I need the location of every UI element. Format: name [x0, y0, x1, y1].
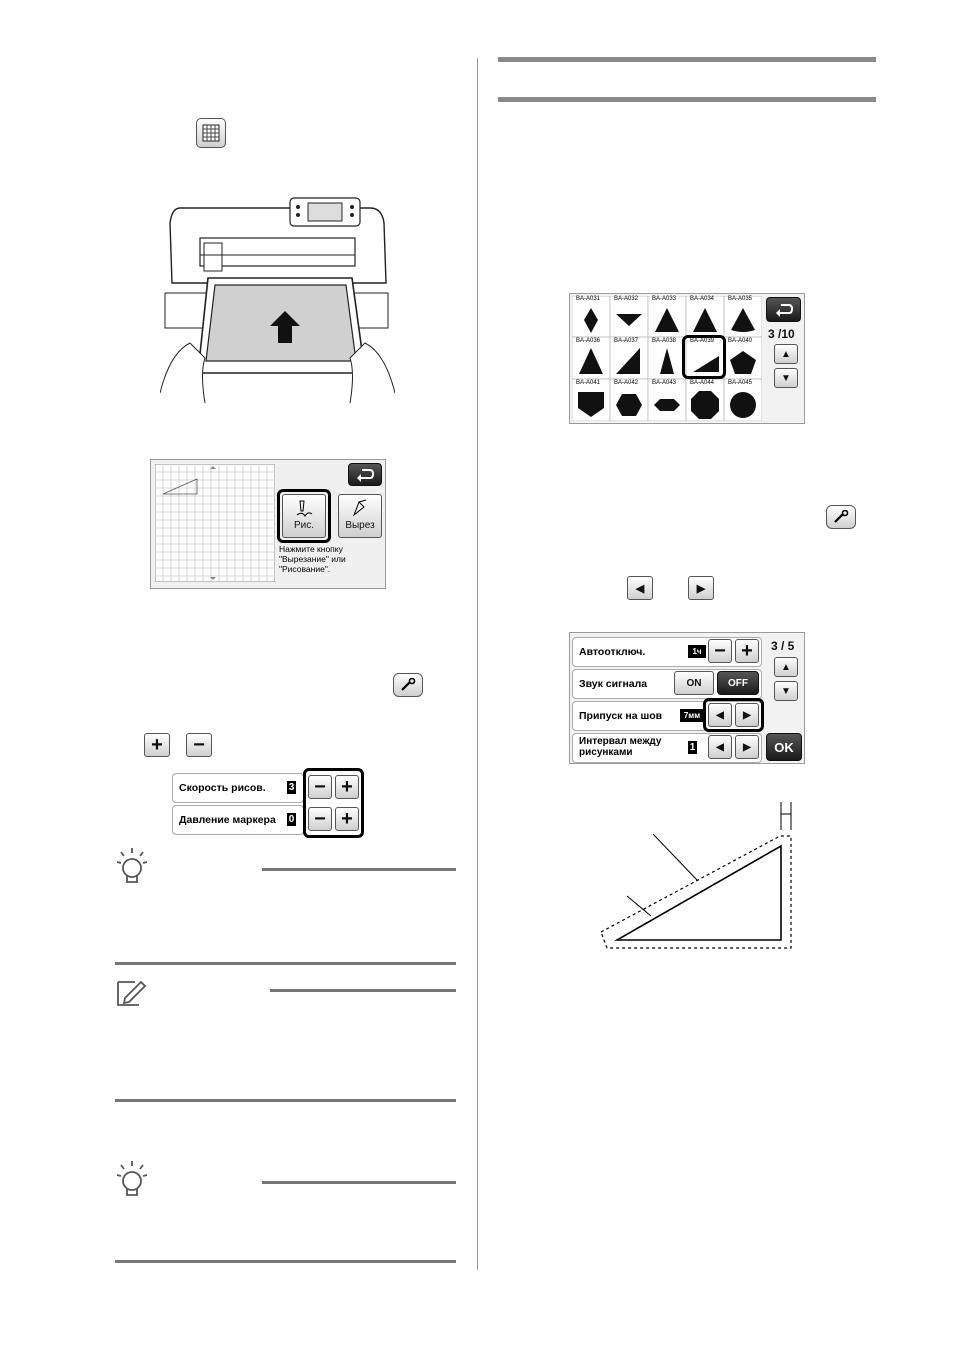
pattern-label-11: BA-A041: [576, 380, 601, 386]
pattern-back-button[interactable]: [766, 297, 801, 322]
pressure-label: Давление маркера: [179, 814, 276, 826]
pattern-label-10: BA-A040: [728, 338, 753, 344]
seam-value: 7мм: [680, 709, 704, 722]
note-bulb-icon: [115, 847, 149, 887]
interval-label-line1: Интервал между: [579, 736, 662, 747]
note-rule-1: [262, 868, 456, 871]
cut-button[interactable]: [338, 494, 382, 538]
pattern-label-5: BA-A035: [728, 296, 753, 302]
column-divider: [477, 58, 478, 1270]
settings-scroll-down-button[interactable]: ▼: [774, 681, 798, 701]
pressure-minus-button[interactable]: −: [308, 807, 332, 831]
pattern-page-indicator: 3 /10: [768, 327, 795, 341]
pattern-label-8: BA-A038: [652, 338, 677, 344]
seam-label: Припуск на шов: [579, 710, 663, 722]
auto-off-plus-button[interactable]: +: [735, 639, 759, 663]
left-arrow-key-icon: ◀: [627, 576, 653, 600]
memo-rule: [270, 989, 456, 992]
pattern-grid: [572, 296, 762, 421]
pressure-value: 0: [288, 814, 295, 825]
section-rule-bottom: [498, 97, 876, 102]
auto-off-value: 1ч: [688, 645, 706, 658]
interval-value: 1: [689, 742, 696, 753]
seam-allowance-diagram: [595, 800, 805, 955]
auto-off-label: Автоотключ.: [579, 646, 646, 658]
memo-end-rule: [115, 1099, 456, 1102]
interval-left-button[interactable]: ◀: [708, 735, 732, 759]
mode-select-screen: [150, 459, 386, 589]
pattern-label-1: BA-A031: [576, 296, 601, 302]
speed-minus-button[interactable]: −: [308, 775, 332, 799]
section-rule-top: [498, 57, 876, 62]
seam-right-button[interactable]: ▶: [735, 703, 759, 727]
pattern-label-6: BA-A036: [576, 338, 601, 344]
pattern-label-3: BA-A033: [652, 296, 677, 302]
pattern-select-screen: [569, 293, 805, 424]
plus-minus-highlight: [303, 768, 364, 838]
note-end-rule-1: [115, 962, 456, 965]
return-arrow-icon: [356, 468, 374, 482]
settings-key-icon: [393, 673, 423, 697]
pattern-label-2: BA-A032: [614, 296, 639, 302]
settings-scroll-up-button[interactable]: ▲: [774, 657, 798, 677]
auto-off-row: [572, 637, 762, 667]
memo-pencil-icon: [115, 978, 149, 1008]
settings-key-icon-2: [826, 505, 856, 529]
pattern-scroll-down-button[interactable]: ▼: [774, 368, 798, 388]
draw-button-highlight: [277, 489, 331, 543]
pressure-plus-button[interactable]: +: [335, 807, 359, 831]
beep-label: Звук сигнала: [579, 678, 648, 690]
machine-settings-screen: [569, 632, 805, 764]
note-end-rule-2: [115, 1260, 456, 1263]
mat-preview: [155, 464, 275, 582]
pattern-label-14: BA-A044: [690, 380, 715, 386]
draw-settings-screen: [172, 771, 364, 835]
pattern-label-7: BA-A037: [614, 338, 639, 344]
note-bulb-icon-2: [115, 1160, 149, 1200]
beep-off-button[interactable]: OFF: [717, 671, 759, 695]
ok-button[interactable]: OK: [766, 733, 802, 761]
pattern-label-12: BA-A042: [614, 380, 639, 386]
speed-label: Скорость рисов.: [179, 782, 266, 794]
interval-label-line2: рисунками: [579, 747, 633, 758]
seam-buttons-highlight: [703, 698, 764, 732]
back-button[interactable]: [348, 463, 382, 486]
interval-row: [572, 733, 762, 763]
pressure-row: [172, 805, 304, 835]
scan-key-icon: [196, 118, 226, 148]
speed-value: 3: [288, 782, 295, 793]
pattern-label-15: BA-A045: [728, 380, 753, 386]
interval-right-button[interactable]: ▶: [735, 735, 759, 759]
speed-plus-button[interactable]: +: [335, 775, 359, 799]
draw-button-label: Рис.: [293, 520, 315, 531]
return-arrow-icon: [775, 303, 793, 317]
settings-page-indicator: 3 / 5: [771, 639, 795, 653]
right-arrow-key-icon: ▶: [688, 576, 714, 600]
blade-icon: [350, 499, 370, 519]
mode-hint: Нажмите кнопку "Вырезание" или "Рисование".: [279, 544, 346, 574]
speed-row: [172, 773, 304, 803]
minus-key-icon: −: [186, 733, 212, 757]
pattern-selected-highlight: [682, 335, 726, 379]
auto-off-minus-button[interactable]: −: [708, 639, 732, 663]
seam-left-button[interactable]: ◀: [708, 703, 732, 727]
note-rule-2: [262, 1181, 456, 1184]
pattern-label-13: BA-A043: [652, 380, 677, 386]
beep-on-button[interactable]: ON: [674, 671, 714, 695]
pattern-label-9: BA-A039: [690, 338, 715, 344]
machine-illustration: [160, 193, 395, 408]
pattern-scroll-up-button[interactable]: ▲: [774, 344, 798, 364]
cut-button-label: Вырез: [345, 520, 375, 531]
pattern-label-4: BA-A034: [690, 296, 715, 302]
plus-key-icon: +: [144, 733, 170, 757]
